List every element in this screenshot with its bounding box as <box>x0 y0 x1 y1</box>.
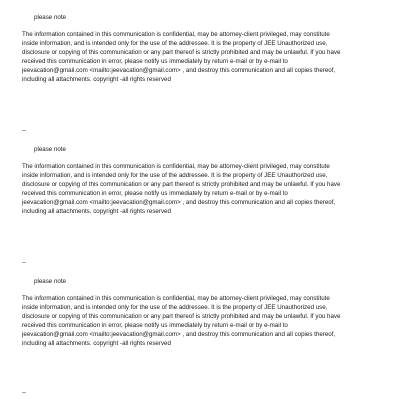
notice-line: inside information, and is intended only for the use of the addressee. It is the property of JEE Unauthorized use, <box>22 39 328 47</box>
notice-line: including all attachments. copyright -all rights reserved <box>22 339 171 347</box>
notice-line: The information contained in this communication is confidential, may be attorney-client privileged, may constitute <box>22 163 330 170</box>
notice-line: jeevacation@gmail.com <mailto:jeevacation@gmail.com> , and destroy this communication and all copies thereof, <box>22 66 336 74</box>
notice-heading: please note <box>34 14 66 21</box>
notice-line: disclosure or copying of this communication or any part thereof is strictly prohibited and may be unlawful. If you have <box>22 48 341 56</box>
notice-line: received this communication in error, please notify us immediately by return e-mail or by e-mail to <box>22 57 288 65</box>
notice-heading: please note <box>34 146 66 153</box>
notice-body <box>22 31 382 84</box>
notice-line: received this communication in error, please notify us immediately by return e-mail or by e-mail to <box>22 321 288 329</box>
notice-line: inside information, and is intended only for the use of the addressee. It is the property of JEE Unauthorized use, <box>22 303 328 311</box>
notice-heading: please note <box>34 278 66 285</box>
notice-line: jeevacation@gmail.com <mailto:jeevacation@gmail.com> , and destroy this communication and all copies thereof, <box>22 198 336 206</box>
notice-body <box>22 295 382 348</box>
separator: -- <box>22 389 27 396</box>
notice-line: jeevacation@gmail.com <mailto:jeevacation@gmail.com> , and destroy this communication and all copies thereof, <box>22 330 336 338</box>
notice-body <box>22 163 382 216</box>
notice-line: disclosure or copying of this communication or any part thereof is strictly prohibited and may be unlawful. If you have <box>22 312 341 320</box>
separator: -- <box>22 259 27 266</box>
notice-line: received this communication in error, please notify us immediately by return e-mail or by e-mail to <box>22 189 288 197</box>
notice-line: The information contained in this communication is confidential, may be attorney-client privileged, may constitute <box>22 295 330 302</box>
notice-line: disclosure or copying of this communication or any part thereof is strictly prohibited and may be unlawful. If you have <box>22 180 341 188</box>
notice-line: inside information, and is intended only for the use of the addressee. It is the property of JEE Unauthorized use, <box>22 171 328 179</box>
notice-line: including all attachments. copyright -all rights reserved <box>22 207 171 215</box>
separator: -- <box>22 127 27 134</box>
notice-line: including all attachments. copyright -all rights reserved <box>22 75 171 83</box>
notice-line: The information contained in this communication is confidential, may be attorney-client privileged, may constitute <box>22 31 330 38</box>
